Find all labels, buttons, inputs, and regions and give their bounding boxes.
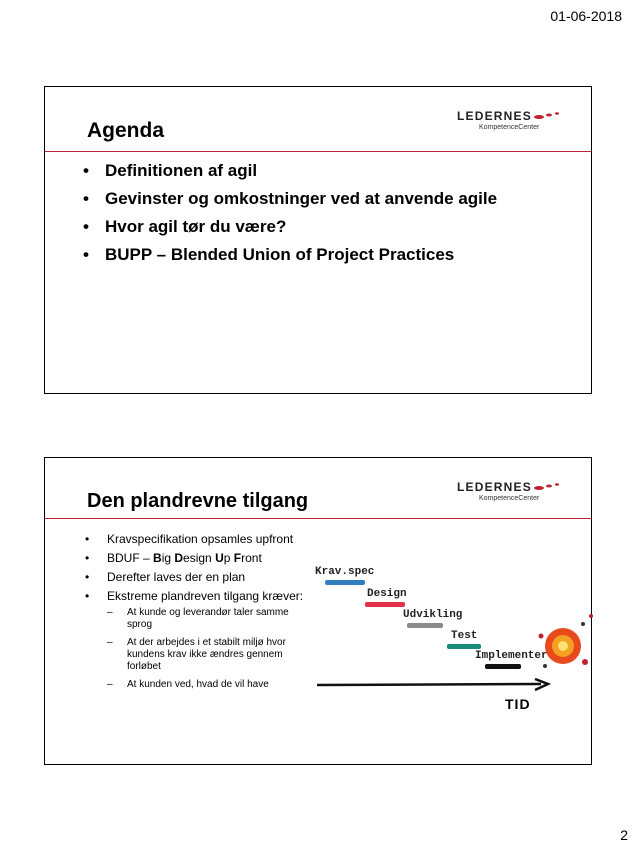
agenda-item: • Hvor agil tør du være? (83, 217, 583, 237)
bduf-letter: F (233, 551, 242, 565)
phase-label-implementer: Implementer (475, 650, 548, 662)
page-number: 2 (620, 827, 628, 843)
bduf-letter: B (153, 551, 162, 565)
slide-title: Den plandrevne tilgang (87, 490, 309, 512)
bduf-letter: U (215, 551, 224, 565)
sub-bullet-item: – At kunden ved, hvad de vil have (107, 679, 315, 691)
header-date: 01-06-2018 (550, 8, 622, 24)
phase-label-udvikling: Udvikling (403, 609, 463, 621)
logo-dots-icon (533, 482, 563, 492)
sub-bullet-item: – At der arbejdes i et stabilt miljø hvor kundens krav ikke ændres gennem forløbet (107, 637, 315, 673)
phase-bar-design (365, 602, 405, 607)
title-divider (45, 151, 591, 152)
ledernes-logo (457, 109, 567, 139)
bullet-list (85, 532, 315, 697)
time-arrow-icon (315, 678, 555, 692)
slide-title: Agenda (87, 119, 165, 142)
phase-label-design: Design (367, 588, 407, 600)
logo-dots-icon (533, 111, 563, 121)
logo-name: LEDERNES (457, 480, 532, 494)
phase-bar-implementer (485, 664, 521, 669)
bduf-text: esign (183, 551, 216, 565)
bullet-item-requirements (85, 589, 315, 691)
bduf-letter: D (174, 551, 184, 565)
explosion-icon (533, 606, 593, 686)
sub-bullet-item: – At kunde og leverandør taler samme sprog (107, 607, 315, 631)
phase-bar-udvikling (407, 623, 443, 628)
bduf-prefix: BDUF – (107, 551, 154, 565)
title-divider (45, 518, 591, 519)
bduf-text: ront (241, 551, 262, 565)
bduf-text: ig (161, 551, 175, 565)
agenda-list (83, 161, 583, 273)
bullet-item: • Derefter laves der en plan (85, 570, 315, 584)
bduf-text: p (223, 551, 234, 565)
logo-subtitle: KompetenceCenter (479, 124, 540, 131)
phase-label-test: Test (451, 630, 478, 642)
logo-subtitle: KompetenceCenter (479, 495, 540, 502)
bullet-item-bduf (85, 551, 315, 565)
phase-bar-krav (325, 580, 365, 585)
slide-agenda (44, 86, 592, 394)
phase-label-krav: Krav.spec (315, 566, 375, 578)
bullet-text: Ekstreme plandreven tilgang kræver: (107, 589, 304, 603)
waterfall-diagram (315, 566, 593, 716)
agenda-item: • Definitionen af agil (83, 161, 583, 181)
agenda-item: • BUPP – Blended Union of Project Practices (83, 245, 583, 265)
sub-bullet-list (107, 607, 315, 691)
bullet-item: • Kravspecifikation opsamles upfront (85, 532, 315, 546)
slide-plandreven (44, 457, 592, 765)
logo-name: LEDERNES (457, 109, 532, 123)
phase-bar-test (447, 644, 481, 649)
agenda-item: • Gevinster og omkostninger ved at anvende agile (83, 189, 583, 209)
ledernes-logo (457, 480, 567, 510)
time-label: TID (505, 696, 531, 712)
